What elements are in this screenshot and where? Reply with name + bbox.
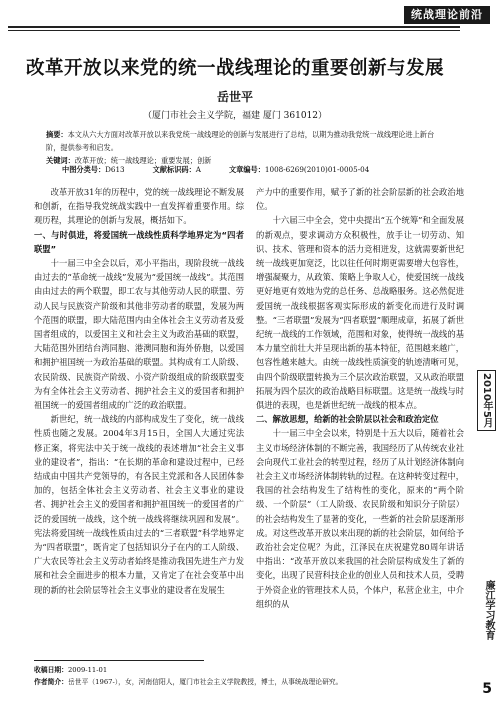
received-value: 2009-11-01 [67,666,108,674]
keywords-text: 改革开放；统一战线理论；重要发展；创新 [74,156,212,165]
doc-code-value: A [195,165,201,174]
clc-number [62,165,125,175]
received-date [34,664,460,676]
keywords-label: 关键词： [46,156,75,165]
abstract-label: 摘要： [46,130,68,139]
paragraph: 十一届三中全会以后，邓小平指出，现阶段统一战线由过去的“革命统一战线”发展为“爱国统一战线”。其范围由由过去的两个联盟，即工农与其他劳动人民的联盟、劳动人民与民族资产阶级和其他非劳动者的联盟，发展为两个范围的联盟，即大陆范围内由全体社会主义劳动者及爱国者组成的，以爱国主义和社会主义为政治基础的联盟，大陆范围外团结台湾同胞、港澳同胞和海外侨胞，以爱国和拥护祖国统一为政治基础的联盟。其构成有工人阶级、农民阶级、民族资产阶级、小资产阶级组成的阶级联盟变为有全体社会主义劳动者、拥护社会主义的爱国者和拥护祖国统一的爱国者组成的广泛的政治联盟。 [34,258,244,411]
header-bar [0,0,500,34]
footnotes [34,664,460,688]
paragraph: 十六届三中全会，党中央提出“五个统筹”和全面发展的新观点，要求调动方众积极性，放手让一切劳动、知识、技术、管理和资本的活力竞相迸发，这就需要新世纪统一战线更加宽泛，比以往任何时期更需要增大包容性，增强凝聚力，从政策、策略上争取人心，使爱国统一战线更好地更有效地为党的总任务、总战略服务。这必然促进爱国统一战线根据客观实际形成的新变化而进行及时调整。“三者联盟”发展为“四者联盟”顺理成章，拓展了新世纪统一战线的工作领域，范围和对象，使得统一战线的基本力量空前壮大并呈现出新的基本特征，范围越来越广，包容性越来越大。由统一战线性质演变的轨迹清晰可见，由四个阶级联盟转换为三个层次政治联盟，又从政治联盟拓展为四个层次的政治战略目标联盟。这是统一战线与时俱进的表现，也是新世纪统一战线的根本点。 [256,215,464,411]
article-number [229,165,369,175]
doc-code-label: 文献标识码： [152,165,196,174]
paragraph: 产力中的重要作用，赋予了新的社会阶层新的社会政治地位。 [256,187,464,212]
sidebar-issue-date: 2010年5月 [477,370,496,431]
abstract-block [46,128,446,167]
abstract-text: 本文从六大方面对改革开放以来我党统一战线理论的创新与发展进行了总结，以期为推动我党统一战线理论进上新台阶，提供参考和启发。 [46,130,435,152]
author-bio [34,676,460,688]
article-title: 改革开放以来党的统一战线理论的重要创新与发展 [25,58,444,79]
footnote-rule [34,660,204,661]
article-no-label: 文章编号： [228,165,265,174]
section-tag: 统战理论前沿 [404,6,490,24]
paragraph: 改革开放31年的历程中，党的统一战线理论不断发展和创新，在指导我党统战实践中一直发挥着重要作用。综观历程，其理论的创新与发展，概括如下。 [34,187,244,226]
page-number: 5 [482,681,492,697]
article-author: 岳世平 [216,90,253,104]
section-heading: 二、解放思想，给新的社会阶层以社会和政治定位 [256,414,439,425]
paragraph: 十一届三中全会以来，特别是十五大以后，随着社会主义市场经济体制的不断完善，我国经历了从传统农业社会向现代工业社会的转型过程，经历了从计划经济体制向社会主义市场经济体制转轨的过程。在这种转变过程中，我国的社会结构发生了结构性的变化，原来的“两个阶级、一个阶层”（工人阶级、农民阶级和知识分子阶层）的社会结构发生了显著的变化，一些新的社会阶层逐渐形成。对这些改革开放以来出现的新的社会阶层，如何给予政治社会定位呢？为此，江泽民在庆祝建党80周年讲话中指出：“改革开放以来我国的社会阶层构成发生了新的变化，出现了民营科技企业的创业人员和技术人员，受聘于外资企业的管理技术人员，个体户，私营企业主，中介组织的从 [256,428,464,609]
doc-code [153,165,201,175]
section-heading: 一、与时俱进，将爱国统一战线性质科学地界定为“四者联盟” [34,229,244,254]
body-column-right [256,185,464,611]
author-bio-value: 岳世平（1967-），女，河南信阳人，厦门市社会主义学院教授，博士，从事统战理论研究。 [67,678,343,686]
received-label: 收稿日期： [34,666,68,674]
clc-value: D613 [105,165,125,174]
article-meta [62,165,446,175]
author-affiliation: （厦门市社会主义学院，福建 厦门 361012） [142,111,328,121]
body-column-left [34,185,244,597]
author-bio-label: 作者简介： [34,678,68,686]
header-rule [8,26,460,28]
article-no-value: 1008-6269(2010)01-0005-04 [264,165,370,174]
abstract [46,128,446,154]
header-rule-thin [8,30,460,31]
paragraph: 新世纪，统一战线的内部构成发生了变化，统一战线性质也随之发展。2004年3月15日，全国人大通过宪法修正案，将宪法中关于统一战线的表述增加“社会主义事业的建设者”，指出：“在长期的革命和建设过程中，已经结成由中国共产党领导的，有各民主党派和各人民团体参加的，包括全体社会主义劳动者、社会主义事业的建设者、拥护社会主义的爱国者和拥护祖国统一的爱国者的广泛的爱国统一战线，这个统一战线将继续巩固和发展”。宪法将爱国统一战线性质由过去的“三者联盟”科学地界定为“四者联盟”，既肯定了包括知识分子在内的工人阶级、广大农民等社会主义劳动者始终是推动我国先进生产力发展和社会全面进步的根本力量，又肯定了在社会变革中出现的新的社会阶层等社会主义事业的建设者在发展生 [34,414,244,595]
sidebar-journal-name: 廉江学习教育 [483,580,494,640]
clc-label: 中图分类号： [62,165,106,174]
journal-sidebar [472,40,500,713]
